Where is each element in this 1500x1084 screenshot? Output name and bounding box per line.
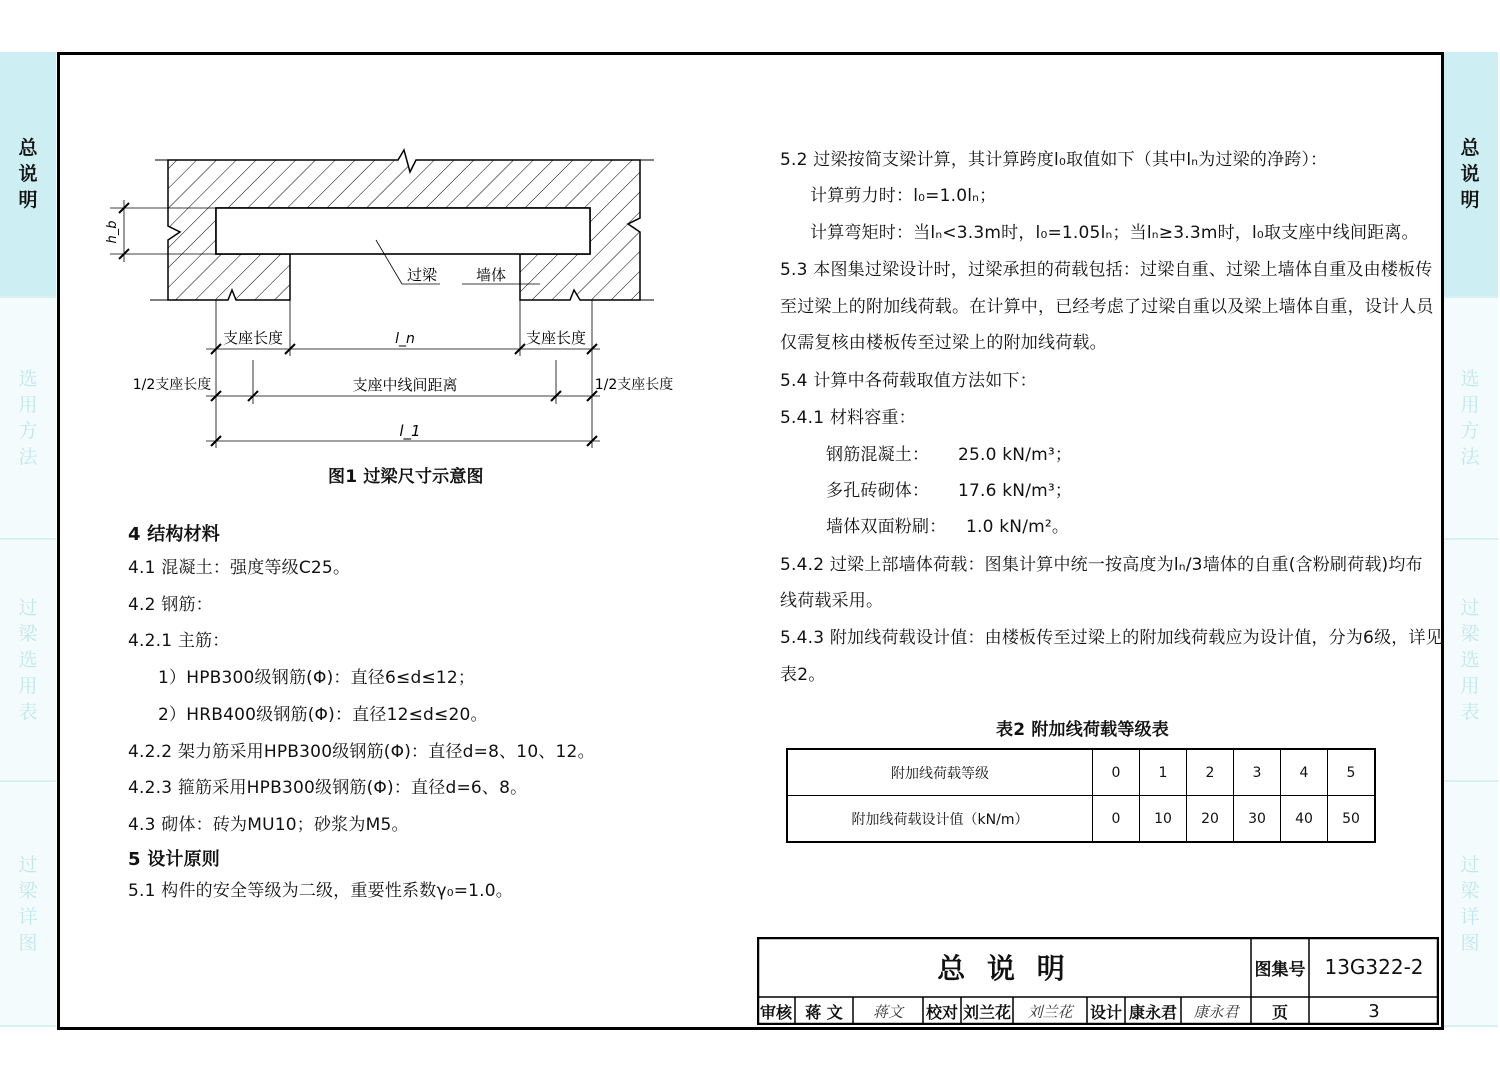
tab-char: 选	[18, 368, 38, 390]
side-tab-usage[interactable]	[0, 298, 56, 540]
tab-char: 方	[18, 420, 38, 442]
clause-4-2: 4.2 钢筋：	[128, 595, 213, 615]
table-cell: 3	[1234, 749, 1281, 796]
reviewer-name: 蒋 文	[805, 1002, 843, 1022]
clause-5-4-2-line2: 线荷载采用。	[780, 591, 884, 611]
clause-4-2-2: 4.2.2 架力筋采用HPB300级钢筋(Φ)：直径d=8、10、12。	[128, 742, 595, 762]
tab-char: 用	[18, 675, 38, 697]
table-cell: 1	[1140, 749, 1187, 796]
clause-4-2-1-a: 1）HPB300级钢筋(Φ)：直径6≤d≤12；	[158, 668, 476, 688]
figure-caption: 图1 过梁尺寸示意图	[328, 467, 484, 487]
tab-char: 表	[18, 701, 38, 723]
table2-caption: 表2 附加线荷载等级表	[996, 720, 1169, 740]
tab-char: 用	[18, 394, 38, 416]
lintel-beam	[216, 208, 590, 254]
clause-5-2: 5.2 过梁按简支梁计算，其计算跨度l₀取值如下（其中lₙ为过梁的净跨）：	[780, 150, 1328, 170]
tab-char: 明	[1460, 189, 1480, 211]
clause-4-2-1: 4.2.1 主筋：	[128, 631, 230, 651]
clause-4-3: 4.3 砌体：砖为MU10；砂浆为M5。	[128, 815, 409, 835]
tab-char: 选	[1460, 649, 1480, 671]
table-cell: 40	[1281, 796, 1328, 843]
designer-signature: 康永君	[1193, 1002, 1239, 1021]
table-cell: 附加线荷载等级	[787, 749, 1093, 796]
tab-char: 详	[18, 905, 38, 928]
sheet-title: 总 说 明	[937, 952, 1071, 985]
tab-char: 选	[1460, 368, 1480, 390]
review-label: 审核	[759, 1002, 792, 1022]
tab-char: 法	[18, 446, 38, 468]
left-side-tabs	[0, 52, 56, 1027]
tab-char: 梁	[1460, 879, 1480, 902]
page-number: 3	[1368, 1000, 1380, 1022]
clause-4-1: 4.1 混凝土：强度等级C25。	[128, 558, 351, 578]
checker-name: 刘兰花	[962, 1002, 1011, 1022]
l1-label: l_1	[399, 422, 421, 440]
beam-label: 过梁	[407, 266, 438, 284]
side-tab-selection-table[interactable]	[1442, 540, 1498, 782]
lintel-dimension-figure	[100, 140, 680, 460]
section-5-heading: 5 设计原则	[128, 849, 220, 870]
title-block	[757, 937, 1439, 1025]
tab-char: 梁	[18, 623, 38, 645]
center-distance-label: 支座中线间距离	[352, 376, 458, 394]
tab-char: 图	[1460, 931, 1480, 954]
right-side-tabs	[1442, 52, 1498, 1027]
half-support-right: 1/2支座长度	[594, 377, 674, 393]
tab-char: 梁	[18, 879, 38, 902]
designer-name: 康永君	[1128, 1002, 1177, 1022]
tab-char: 表	[1460, 701, 1480, 723]
ln-label: l_n	[395, 331, 415, 347]
clause-5-3-line2: 至过梁上的附加线荷载。在计算中，已经考虑了过梁自重以及梁上墙体自重，设计人员	[780, 297, 1434, 317]
table-cell: 0	[1093, 749, 1140, 796]
side-tab-details[interactable]	[1442, 782, 1498, 1027]
tab-char: 用	[1460, 675, 1480, 697]
section-4-heading: 4 结构材料	[128, 524, 220, 545]
side-tab-selection-table[interactable]	[0, 540, 56, 782]
table-cell: 2	[1187, 749, 1234, 796]
tab-char: 说	[18, 163, 38, 185]
half-support-left: 1/2支座长度	[132, 377, 212, 393]
clause-4-2-3: 4.2.3 箍筋采用HPB300级钢筋(Φ)：直径d=6、8。	[128, 778, 528, 798]
hb-label: h_b	[105, 220, 120, 244]
table-cell: 5	[1328, 749, 1376, 796]
clause-5-4: 5.4 计算中各荷载取值方法如下：	[780, 371, 1037, 391]
table-cell: 0	[1093, 796, 1140, 843]
clause-5-4-3-line2: 表2。	[780, 665, 826, 685]
atlas-label: 图集号	[1254, 959, 1306, 980]
page-label: 页	[1271, 1002, 1288, 1022]
design-label: 设计	[1089, 1002, 1122, 1022]
table-row	[787, 796, 1375, 843]
tab-char: 梁	[1460, 623, 1480, 645]
material-brick: 多孔砖砌体：	[826, 481, 930, 501]
clause-5-3-line1: 5.3 本图集过梁设计时，过梁承担的荷载包括：过梁自重、过梁上墙体自重及由楼板传	[780, 260, 1433, 280]
clause-5-1: 5.1 构件的安全等级为二级，重要性系数γ₀=1.0。	[128, 881, 513, 901]
clause-5-2-moment: 计算弯矩时：当lₙ<3.3m时，l₀=1.05lₙ；当lₙ≥3.3m时，l₀取支座中线间距离。	[810, 223, 1419, 243]
check-label: 校对	[925, 1002, 958, 1022]
tab-char: 图	[18, 931, 38, 954]
clause-5-4-2-line1: 5.4.2 过梁上部墙体荷载：图集计算中统一按高度为lₙ/3墙体的自重(含粉刷荷载)均布	[780, 555, 1423, 575]
tab-char: 详	[1460, 905, 1480, 928]
tab-char: 说	[1460, 163, 1480, 185]
table-cell: 10	[1140, 796, 1187, 843]
tab-char: 过	[1460, 853, 1480, 876]
clause-5-2-shear: 计算剪力时：l₀=1.0lₙ；	[810, 186, 997, 206]
support-length-left: 支座长度	[222, 329, 284, 347]
material-concrete: 钢筋混凝土：	[826, 445, 930, 465]
clause-5-4-1: 5.4.1 材料容重：	[780, 408, 916, 428]
tab-char: 总	[1460, 137, 1480, 159]
tab-char: 过	[1460, 597, 1480, 619]
checker-signature: 刘兰花	[1027, 1002, 1073, 1021]
material-concrete-value: 25.0 kN/m³；	[958, 445, 1073, 465]
tab-char: 过	[18, 853, 38, 876]
side-tab-usage[interactable]	[1442, 298, 1498, 540]
support-length-right: 支座长度	[525, 329, 587, 347]
material-plaster-value: 1.0 kN/m²。	[966, 517, 1070, 537]
load-grade-table	[786, 748, 1376, 843]
clause-5-4-3-line1: 5.4.3 附加线荷载设计值：由楼板传至过梁上的附加线荷载应为设计值，分为6级，详见	[780, 628, 1443, 648]
tab-char: 选	[18, 649, 38, 671]
table-cell: 20	[1187, 796, 1234, 843]
clause-4-2-1-b: 2）HRB400级钢筋(Φ)：直径12≤d≤20。	[158, 705, 488, 725]
material-plaster: 墙体双面粉刷：	[826, 517, 947, 537]
table-row	[787, 749, 1375, 796]
side-tab-details[interactable]	[0, 782, 56, 1027]
table-cell: 附加线荷载设计值（kN/m）	[787, 796, 1093, 843]
tab-char: 用	[1460, 394, 1480, 416]
tab-char: 明	[18, 189, 38, 211]
side-tab-general[interactable]	[1442, 52, 1498, 298]
table-cell: 30	[1234, 796, 1281, 843]
atlas-number: 13G322-2	[1324, 955, 1424, 979]
material-brick-value: 17.6 kN/m³；	[958, 481, 1073, 501]
tab-char: 法	[1460, 446, 1480, 468]
wall-label: 墙体	[476, 266, 507, 284]
table-cell: 4	[1281, 749, 1328, 796]
tab-char: 过	[18, 597, 38, 619]
reviewer-signature: 蒋文	[872, 1002, 903, 1021]
table-cell: 50	[1328, 796, 1376, 843]
tab-char: 总	[18, 137, 38, 159]
clause-5-3-line3: 仅需复核由楼板传至过梁上的附加线荷载。	[780, 333, 1107, 353]
side-tab-general[interactable]	[0, 52, 56, 298]
tab-char: 方	[1460, 420, 1480, 442]
